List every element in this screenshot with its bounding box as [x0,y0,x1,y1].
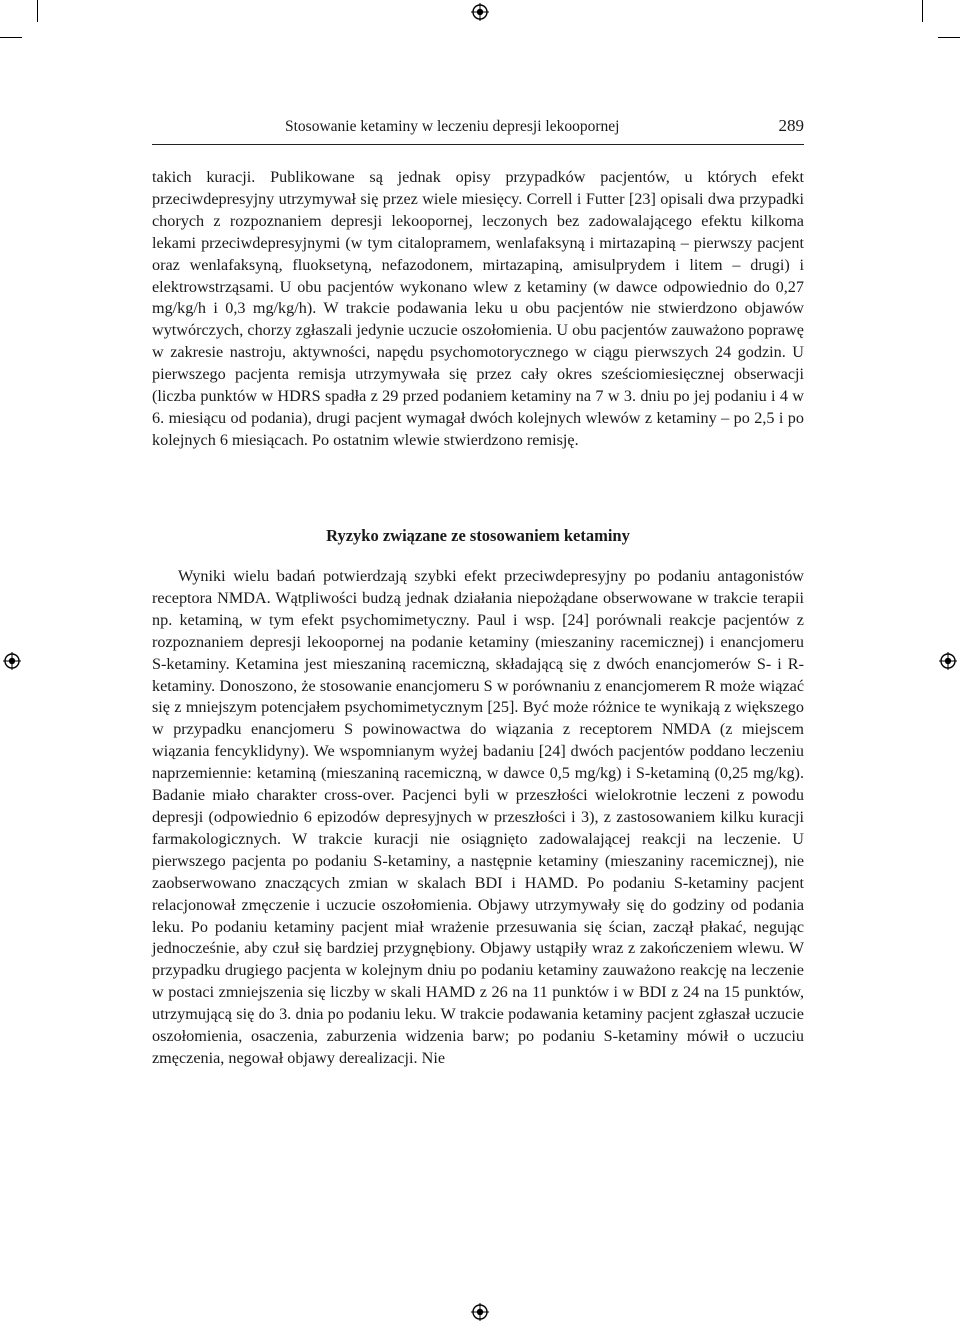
crop-mark-top-left-vertical [37,0,38,22]
registration-mark-left-icon [3,652,21,670]
registration-mark-top-icon [471,3,489,21]
running-header [152,116,804,145]
crop-mark-top-left-horizontal [0,37,22,38]
page-number: 289 [778,116,804,135]
crop-mark-top-right-vertical [922,0,923,22]
registration-mark-bottom-icon [471,1303,489,1321]
running-title: Stosowanie ketaminy w leczeniu depresji lekoopornej [285,118,620,135]
crop-mark-top-right-horizontal [938,37,960,38]
section-heading: Ryzyko związane ze stosowaniem ketaminy [326,526,630,545]
body-paragraph-2: Wyniki wielu badań potwierdzają szybki efekt przeciwdepresyjny po podaniu antagonistów receptora NMDA. Wątpliwości budzą jednak działania niepożądane obserwowane w trakcie terapii np. ketaminą, w tym efekt psychomimetyczny. Paul i wsp. [24] porównali reakcje pacjentów z rozpoznaniem depresji lekoopornej na podanie ketaminy (mieszaniny racemicznej) i enancjomeru S-ketaminy. Ketamina jest mieszaniną racemiczną, składającą się z dwóch enancjomerów S- i R-ketaminy. Donoszono, że stosowanie enancjomeru S w porównaniu z enancjomerem R może wiązać się z mniejszym potencjałem psychomimetycznym [25]. Być może różnice te wynikają z większego w przypadku enancjomeru S powinowactwa do wiązania z receptorem NMDA (z miejscem wiązania fencyklidyny). We wspomnianym wyżej badaniu [24] dwóch pacjentów poddano leczeniu naprzemiennie: ketaminą (mieszaniną racemiczną, w dawce 0,5 mg/kg) i S-ketaminą (0,25 mg/kg). Badanie miało charakter cross-over. Pacjenci byli w przeszłości wielokrotnie leczeni z powodu depresji (odpowiednio 6 epizodów depresyjnych w przeszłości i 3), z zastosowaniem kilku kuracji farmakologicznych. W trakcie kuracji nie osiągnięto zadowalającej reakcji na leczenie. U pierwszego pacjenta po podaniu S-ketaminy, a następnie ketaminy (mieszaniny racemicznej), nie zaobserwowano znaczących zmian w skalach BDI i HAMD. Po podaniu S-ketaminy pacjent relacjonował zmęczenie i uczucie oszołomienia. Objawy utrzymywały się do godziny od podania leku. Po podaniu ketaminy pacjent miał wrażenie przesuwania się ścian, zaczął płakać, negując jednocześnie, aby czuł się bardziej przygnębiony. Objawy ustąpiły wraz z zakończeniem wlewu. W przypadku drugiego pacjenta w kolejnym dniu po podaniu ketaminy zauważono reakcję na leczenie w postaci zmniejszenia się liczby w skali HAMD z 26 na 11 punktów i w BDI z 24 na 15 punktów, utrzymującą się do 3. dnia po podaniu leku. W trakcie podawania ketaminy pacjent zgłaszał uczucie oszołomienia, osaczenia, zaburzenia widzenia barw; po podaniu S-ketaminy mówił o uczuciu zmęczenia, negował objawy derealizacji. Nie [152,567,804,1067]
body-paragraph-1: takich kuracji. Publikowane są jednak opisy przypadków pacjentów, u których efekt przeciwdepresyjny utrzymywał się przez wiele miesięcy. Correll i Futter [23] opisali dwa przypadki chorych z rozpoznaniem depresji lekoopornej, leczonych bez zadowalającego efektu kilkoma lekami przeciwdepresyjnymi (w tym citalopramem, wenlafaksyną i mirtazapiną – pierwszy pacjent oraz wenlafaksyną, fluoksetyną, nefazodonem, mirtazapiną, amisulprydem i litem – drugi) i elektrowstrząsami. U obu pacjentów wykonano wlew z ketaminy (w dawce odpowiednio do 0,27 mg/kg/h i 0,3 mg/kg/h). W trakcie podawania leku u obu pacjentów nie stwierdzono objawów wytwórczych, chorzy zgłaszali jedynie uczucie oszołomienia. U obu pacjentów zauważono poprawę w zakresie nastroju, aktywności, napędu psychomotorycznego w ciągu pierwszych 24 godzin. U pierwszego pacjenta remisja utrzymywała się przez cały okres sześciomiesięcznej obserwacji (liczba punktów w HDRS spadła z 29 przed podaniem ketaminy na 7 w 3. dniu po jej podaniu i 4 w 6. miesiącu od podania), drugi pacjent wymagał dwóch kolejnych wlewów z ketaminy – po 2,5 i po kolejnych 6 miesiącach. Po ostatnim wlewie stwierdzono remisję. [152,168,804,449]
registration-mark-right-icon [939,652,957,670]
